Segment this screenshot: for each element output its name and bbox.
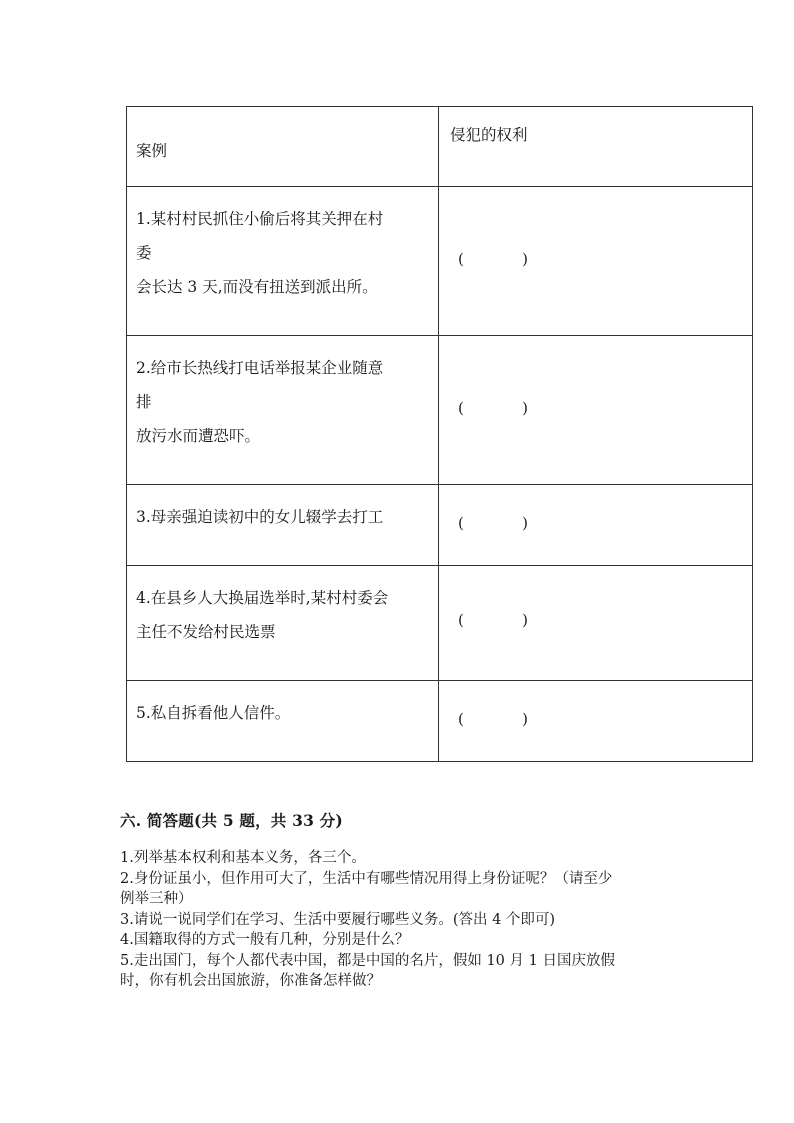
case-text-line: 排 [136, 393, 152, 411]
question-line: 2.身份证虽小，但作用可大了，生活中有哪些情况用得上身份证呢？（请至少 [120, 870, 613, 887]
bracket-open: ( [458, 710, 464, 728]
table-row [127, 681, 753, 762]
answer-cell[interactable] [439, 187, 753, 336]
question-line: 时，你有机会出国旅游，你准备怎样做？ [120, 973, 381, 989]
table-row [127, 485, 753, 566]
question-item [120, 930, 680, 951]
question-list [120, 848, 680, 992]
bracket-close: ) [522, 710, 528, 728]
answer-bracket [458, 250, 528, 268]
header-right-label: 侵犯的权利 [450, 126, 528, 144]
question-item [120, 869, 680, 910]
bracket-open: ( [458, 399, 464, 417]
case-text-line: 会长达 3 天,而没有扭送到派出所。 [136, 278, 378, 296]
answer-cell[interactable] [439, 681, 753, 762]
answer-bracket [458, 399, 528, 417]
header-right-cell [439, 107, 753, 187]
bracket-close: ) [522, 250, 528, 268]
answer-cell[interactable] [439, 566, 753, 681]
case-cell [127, 681, 439, 762]
section-title: 六. 简答题(共 5 题，共 33 分) [120, 811, 343, 830]
answer-cell[interactable] [439, 485, 753, 566]
table-row [127, 187, 753, 336]
question-line: 4.国籍取得的方式一般有几种，分别是什么？ [120, 932, 410, 948]
question-line: 5.走出国门，每个人都代表中国，都是中国的名片，假如 10 月 1 日国庆放假 [120, 952, 615, 969]
question-line: 例举三种） [120, 891, 193, 907]
bracket-open: ( [458, 611, 464, 629]
bracket-close: ) [522, 611, 528, 629]
case-cell [127, 566, 439, 681]
case-text-line: 4.在县乡人大换届选举时,某村村委会 [136, 589, 389, 607]
table-header-row [127, 107, 753, 187]
answer-bracket [458, 710, 528, 728]
case-text-line: 5.私自拆看他人信件。 [136, 704, 291, 722]
case-text-line: 1.某村村民抓住小偷后将其关押在村 [136, 210, 384, 228]
bracket-open: ( [458, 514, 464, 532]
header-case-cell [127, 107, 439, 187]
question-line: 1.列举基本权利和基本义务，各三个。 [120, 850, 366, 866]
answer-bracket [458, 611, 528, 629]
question-item [120, 910, 680, 931]
case-text-line: 放污水而遭恐吓。 [136, 427, 261, 445]
question-item [120, 848, 680, 869]
bracket-close: ) [522, 514, 528, 532]
answer-cell[interactable] [439, 336, 753, 485]
bracket-open: ( [458, 250, 464, 268]
case-text-line: 主任不发给村民选票 [136, 623, 276, 641]
table-row [127, 566, 753, 681]
case-text-line: 3.母亲强迫读初中的女儿辍学去打工 [136, 508, 384, 526]
table-row [127, 336, 753, 485]
rights-case-table [126, 106, 753, 762]
question-item [120, 951, 680, 992]
bracket-close: ) [522, 399, 528, 417]
case-cell [127, 485, 439, 566]
case-text-line: 2.给市长热线打电话举报某企业随意 [136, 359, 384, 377]
question-line: 3.请说一说同学们在学习、生活中要履行哪些义务。(答出 4 个即可) [120, 911, 556, 928]
case-cell [127, 187, 439, 336]
header-case-label: 案例 [136, 142, 168, 160]
answer-bracket [458, 514, 528, 532]
case-text-line: 委 [136, 244, 152, 262]
case-cell [127, 336, 439, 485]
